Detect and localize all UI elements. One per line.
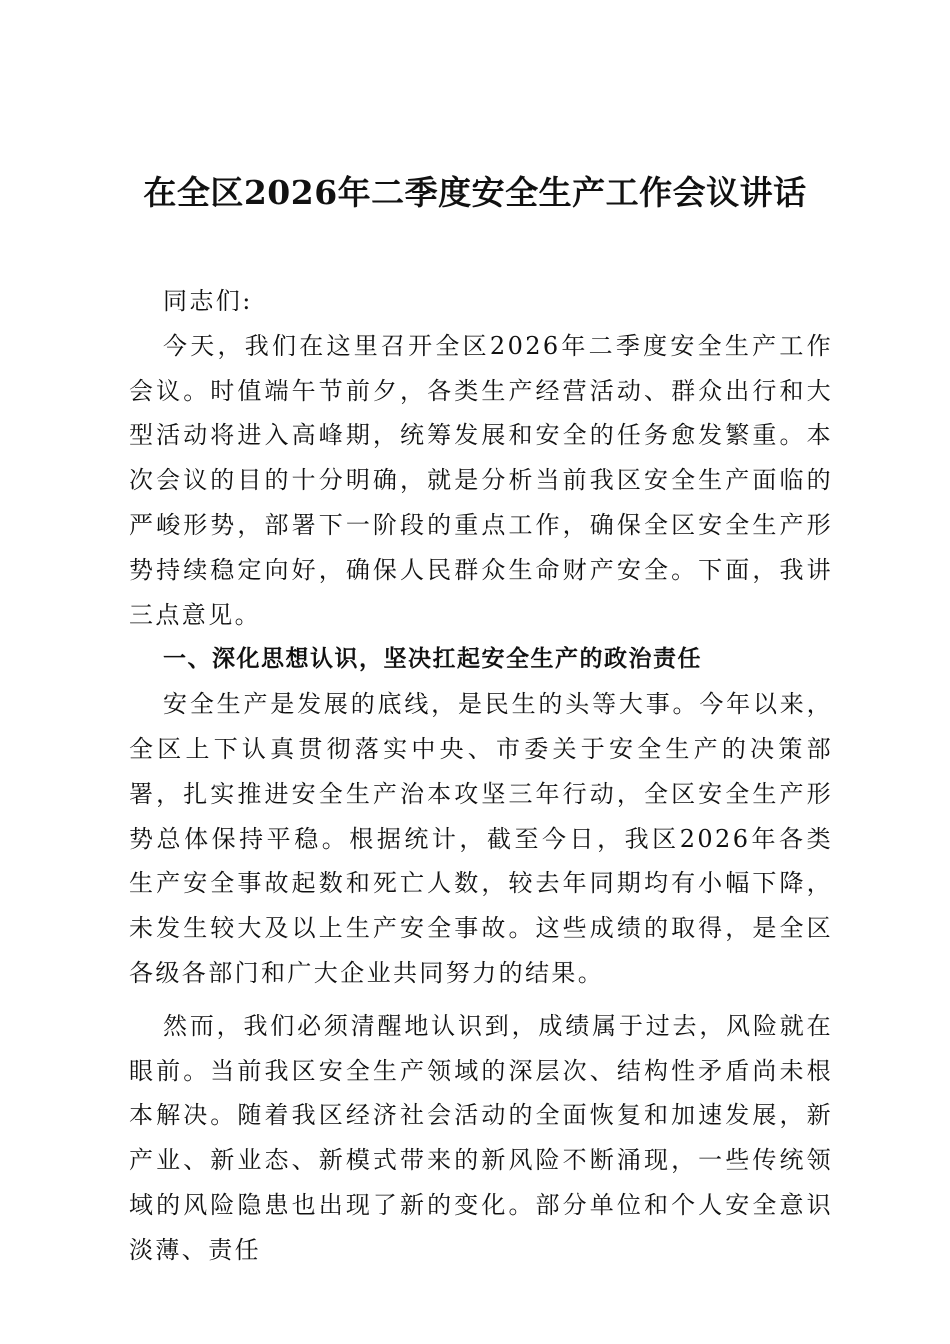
paragraph-opening: 今天，我们在这里召开全区2026年二季度安全生产工作会议。时值端午节前夕，各类生产经营活动、群众出行和大型活动将进入高峰期，统筹发展和安全的任务愈发繁重。本次会议的目的十分明确，就是分析当前我区安全生产面临的严峻形势，部署下一阶段的重点工作，确保全区安全生产形势持续稳定向好，确保人民群众生命财产安全。下面，我讲三点意见。 [129,331,833,629]
paragraph-risks: 然而，我们必须清醒地认识到，成绩属于过去，风险就在眼前。当前我区安全生产领域的深层次、结构性矛盾尚未根本解决。随着我区经济社会活动的全面恢复和加速发展，新产业、新业态、新模式带来的新风险不断涌现，一些传统领域的风险隐患也出现了新的变化。部分单位和个人安全意识淡薄、责任 [129,1011,833,1264]
document-body [129,279,833,1273]
section-heading: 一、深化思想认识，坚决扛起安全生产的政治责任 [163,646,702,673]
document-title: 在全区2026年二季度安全生产工作会议讲话 [143,173,807,212]
salutation: 同志们: [163,287,253,315]
paragraph-achievements: 安全生产是发展的底线，是民生的头等大事。今年以来，全区上下认真贯彻落实中央、市委关于安全生产的决策部署，扎实推进安全生产治本攻坚三年行动，全区安全生产形势总体保持平稳。根据统计，截至今日，我区2026年各类生产安全事故起数和死亡人数，较去年同期均有小幅下降，未发生较大及以上生产安全事故。这些成绩的取得，是全区各级各部门和广大企业共同努力的结果。 [129,690,833,987]
